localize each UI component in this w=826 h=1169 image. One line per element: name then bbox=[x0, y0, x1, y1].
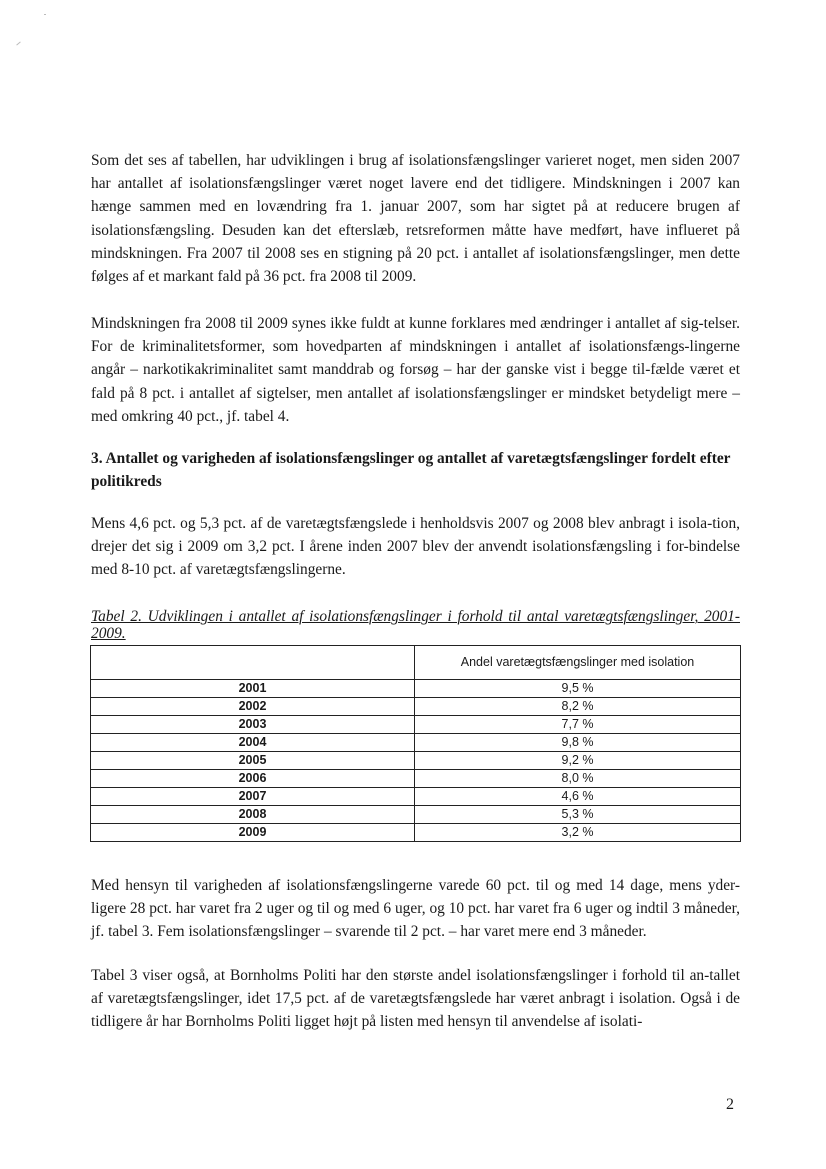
year-cell: 2005 bbox=[91, 752, 415, 770]
isolation-table bbox=[90, 645, 741, 842]
table-row bbox=[91, 806, 741, 824]
table-caption-text: Tabel 2. Udviklingen i antallet af isolationsfængslinger i forhold til antal varetægtsfængslinger, 2001-2009. bbox=[91, 608, 740, 642]
table-row bbox=[91, 752, 741, 770]
share-cell: 8,0 % bbox=[415, 770, 741, 788]
year-cell: 2002 bbox=[91, 698, 415, 716]
share-cell: 4,6 % bbox=[415, 788, 741, 806]
year-cell: 2003 bbox=[91, 716, 415, 734]
paragraph-5: Tabel 3 viser også, at Bornholms Politi har den største andel isolationsfængslinger i forhold til an-tallet af varetægtsfængslinger, idet 17,5 pct. af de varetægtsfængslede har været anbragt i isolation. Også i de tidligere år har Bornholms Politi ligget højt på listen med hensyn til anvendelse af isolati- bbox=[91, 967, 740, 1031]
year-cell: 2001 bbox=[91, 680, 415, 698]
section-heading: 3. Antallet og varigheden af isolationsfængslinger og antallet af varetægtsfængslinger fordelt efter politikreds bbox=[91, 450, 731, 491]
share-cell: 9,2 % bbox=[415, 752, 741, 770]
share-cell: 5,3 % bbox=[415, 806, 741, 824]
table-row bbox=[91, 734, 741, 752]
table-header-row bbox=[91, 646, 741, 680]
table-row bbox=[91, 698, 741, 716]
table-caption bbox=[91, 608, 740, 642]
year-cell: 2004 bbox=[91, 734, 415, 752]
paragraph-2: Mindskningen fra 2008 til 2009 synes ikke fuldt at kunne forklares med ændringer i antallet af sig-telser. For de kriminalitetsformer, som hovedparten af mindskningen i antallet af isolationsfængs-lingerne angår – narkotikakriminalitet samt manddrab og forsøg – har der ganske vist i begge til-fælde været et fald på 8 pct. i antallet af sigtelser, men antallet af isolationsfængslinger er mindsket betydeligt mere – med omkring 40 pct., jf. tabel 4. bbox=[91, 315, 740, 425]
table-body bbox=[91, 680, 741, 842]
table-row bbox=[91, 824, 741, 842]
share-cell: 3,2 % bbox=[415, 824, 741, 842]
header-year-cell bbox=[91, 646, 415, 680]
paragraph-1: Som det ses af tabellen, har udviklingen i brug af isolationsfængslinger varieret noget, men siden 2007 har antallet af isolationsfængslinger været noget lavere end det tidligere. Mindskningen i 2007 kan hænge sammen med en lovændring fra 1. januar 2007, som har sigtet på at reducere brugen af isolationsfængsling. Desuden kan det efterslæb, retsreformen måtte have medført, have influeret på mindskningen. Fra 2007 til 2008 ses en stigning på 20 pct. i antallet af isolationsfængslinger, men dette følges af et markant fald på 36 pct. fra 2008 til 2009. bbox=[91, 152, 740, 286]
scan-speck bbox=[44, 14, 46, 15]
table-row bbox=[91, 680, 741, 698]
year-cell: 2008 bbox=[91, 806, 415, 824]
page-number: 2 bbox=[726, 1096, 734, 1113]
share-cell: 9,5 % bbox=[415, 680, 741, 698]
share-cell: 7,7 % bbox=[415, 716, 741, 734]
year-cell: 2006 bbox=[91, 770, 415, 788]
paragraph-3: Mens 4,6 pct. og 5,3 pct. af de varetægtsfængslede i henholdsvis 2007 og 2008 blev anbragt i isola-tion, drejer det sig i 2009 om 3,2 pct. I årene inden 2007 blev der anvendt isolationsfængsling i for-bindelse med 8-10 pct. af varetægtsfængslingerne. bbox=[91, 515, 740, 579]
year-cell: 2009 bbox=[91, 824, 415, 842]
header-share-cell: Andel varetægtsfængslinger med isolation bbox=[415, 646, 741, 680]
table-row bbox=[91, 788, 741, 806]
share-cell: 9,8 % bbox=[415, 734, 741, 752]
paragraph-4: Med hensyn til varigheden af isolationsfængslingerne varede 60 pct. til og med 14 dage, mens yder-ligere 28 pct. har varet fra 2 uger og til og med 6 uger, og 10 pct. har varet fra 6 uger og indtil 3 måneder, jf. tabel 3. Fem isolationsfængslinger – svarende til 2 pct. – har varet mere end 3 måneder. bbox=[91, 877, 740, 941]
table-row bbox=[91, 716, 741, 734]
table-row bbox=[91, 770, 741, 788]
year-cell: 2007 bbox=[91, 788, 415, 806]
share-cell: 8,2 % bbox=[415, 698, 741, 716]
scan-speck bbox=[16, 42, 20, 46]
